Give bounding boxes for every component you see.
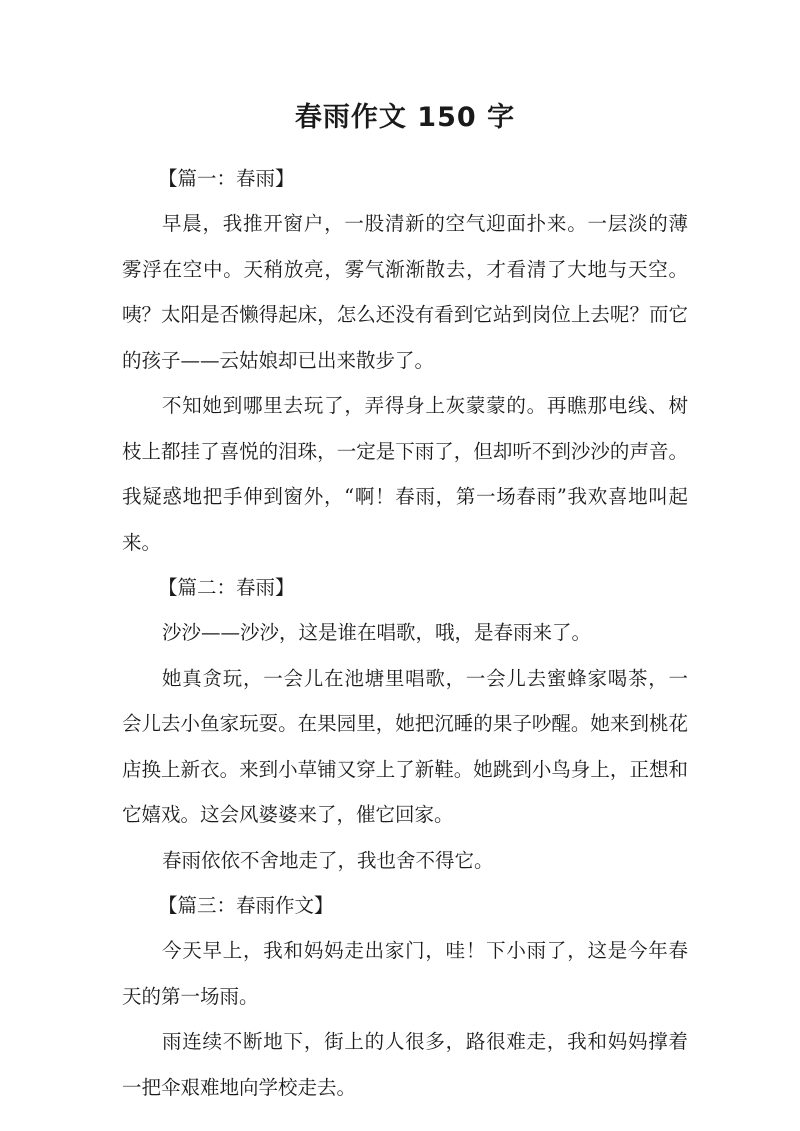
- paragraph: 不知她到哪里去玩了，弄得身上灰蒙蒙的。再瞧那电线、树枝上都挂了喜悦的泪珠，一定是下雨了，但却听不到沙沙的声音。我疑惑地把手伸到窗外，“啊！春雨，第一场春雨”我欢喜地叫起来。: [122, 394, 688, 554]
- section-1: [122, 156, 688, 565]
- document-page: [122, 96, 688, 1110]
- document-title: 春雨作文 150 字: [294, 102, 516, 133]
- paragraph: 春雨依依不舍地走了，我也舍不得它。: [162, 848, 494, 872]
- section-heading: 【篇二：春雨】: [158, 576, 295, 599]
- section-heading: 【篇三：春雨作文】: [158, 894, 334, 917]
- section-heading: 【篇一：春雨】: [158, 167, 295, 190]
- paragraph: 今天早上，我和妈妈走出家门，哇！下小雨了，这是今年春天的第一场雨。: [122, 939, 688, 1008]
- paragraph: 早晨，我推开窗户，一股清新的空气迎面扑来。一层淡的薄雾浮在空中。天稍放亮，雾气渐渐散去，才看清了大地与天空。咦？太阳是否懒得起床，怎么还没有看到它站到岗位上去呢？而它的孩子——云姑娘却已出来散步了。: [122, 212, 688, 372]
- section-2: [122, 565, 688, 883]
- section-3: [122, 883, 688, 1110]
- paragraph: 雨连续不断地下，街上的人很多，路很难走，我和妈妈撑着一把伞艰难地向学校走去。: [122, 1030, 688, 1099]
- paragraph: 她真贪玩，一会儿在池塘里唱歌，一会儿去蜜蜂家喝茶，一会儿去小鱼家玩耍。在果园里，她把沉睡的果子吵醒。她来到桃花店换上新衣。来到小草铺又穿上了新鞋。她跳到小鸟身上，正想和它嬉戏。这会风婆婆来了，催它回家。: [122, 666, 688, 826]
- paragraph: 沙沙——沙沙，这是谁在唱歌，哦，是春雨来了。: [162, 621, 592, 644]
